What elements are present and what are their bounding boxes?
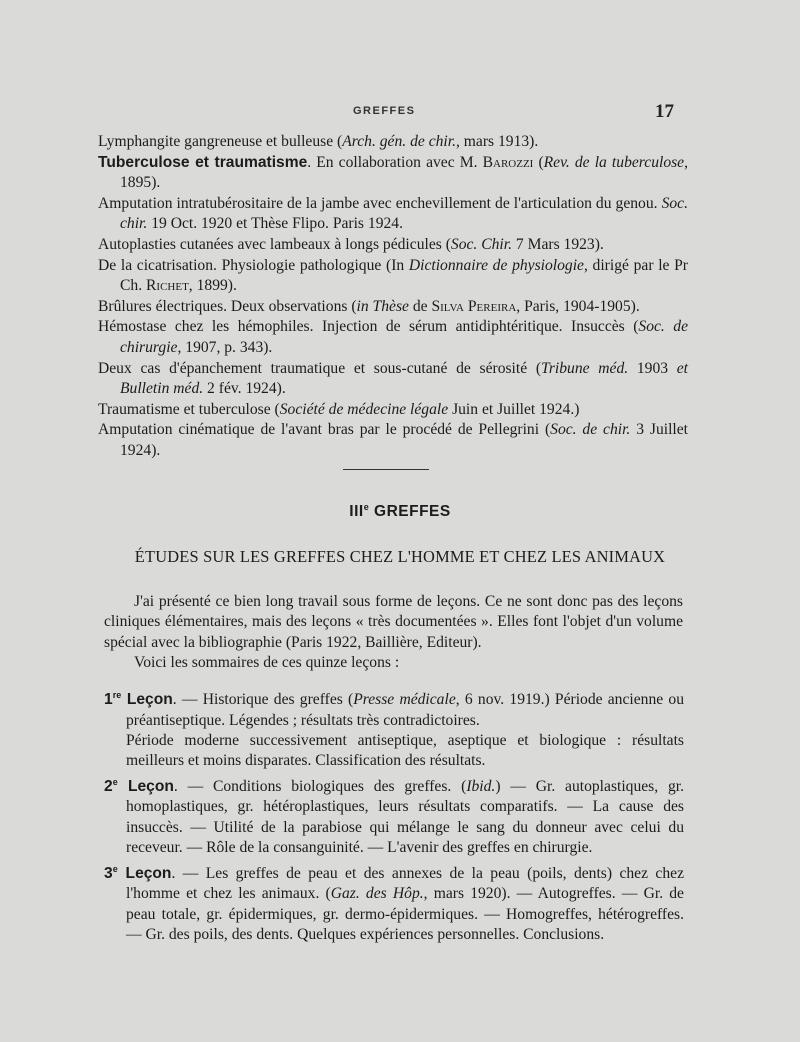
text-run: , mars 1920). — Autogreffes. — Gr. de peau totale, gr. épidermiques, gr. dermo-épidermiques. — Homogreffes, hétérogreffes. — Gr. des poils, des dents. Quelques expériences personnelles. Conclusions.: [126, 885, 684, 944]
italic-text: in Thèse: [356, 297, 409, 315]
publication-entry: [98, 297, 688, 318]
section-title: GREFFES: [374, 503, 451, 521]
text-run: , 1895).: [120, 153, 689, 192]
text-run: Lymphangite gangreneuse et bulleuse (: [98, 133, 343, 150]
intro-text: [104, 592, 683, 674]
lesson-number-suffix: re: [112, 690, 122, 700]
text-run: Autoplasties cutanées avec lambeaux à longs pédicules (: [98, 235, 451, 253]
text-run: . — Historique des greffes (: [172, 691, 354, 709]
publication-entry: [98, 235, 688, 256]
lesson-number-suffix: e: [112, 776, 118, 787]
lesson-number: 2: [104, 778, 113, 795]
page-header: [0, 101, 800, 123]
text-run: Amputation cinématique de l'avant bras par le procédé de Pellegrini (: [98, 421, 551, 439]
text-run: , 1899).: [188, 277, 237, 295]
text-run: Juin et Juillet 1924.): [448, 400, 580, 418]
section-heading: [0, 502, 800, 521]
text-run: , Paris, 1904-1905).: [516, 297, 640, 315]
lesson-continuation: Période moderne successivement antiseptique, aseptique et biologique : résultats meilleurs et moins disparates. Classification des résultats.: [126, 732, 684, 770]
italic-text: et Bulletin méd.: [120, 359, 689, 398]
lesson-label: [104, 691, 173, 708]
publication-entry: [98, 256, 688, 297]
text-run: Amputation intratubérositaire de la jambe avec enchevillement de l'articulation du genou.: [98, 194, 662, 212]
italic-text: Société de médecine légale: [279, 400, 449, 418]
page-number: 17: [655, 101, 674, 122]
text-run: , 6 nov. 1919.) Période ancienne ou préantiseptique. Légendes ; résultats très contradictoires.: [126, 691, 684, 729]
section-divider: [343, 469, 429, 470]
text-run: Traumatisme et tuberculose (: [98, 400, 280, 418]
text-run: . En collaboration avec M.: [307, 153, 483, 171]
publication-entry: [98, 400, 688, 421]
author-name: Silva Pereira: [431, 297, 517, 315]
publication-entry: [98, 420, 688, 461]
intro-paragraph: Voici les sommaires de ces quinze leçons :: [134, 654, 400, 672]
italic-text: Presse médicale: [353, 691, 456, 709]
publication-entry: [98, 132, 688, 153]
lesson-entry: [104, 772, 684, 859]
lesson-entry: [104, 685, 684, 772]
lesson-number-suffix: e: [112, 863, 118, 874]
italic-text: Soc. Chir.: [450, 235, 512, 253]
italic-text: Soc. de chirurgie: [120, 318, 689, 356]
text-run: De la cicatrisation. Physiologie pathologique (In: [98, 256, 409, 274]
lesson-word: Leçon: [117, 864, 172, 882]
publication-list: [98, 132, 688, 462]
publication-entry: [98, 194, 688, 235]
publication-entry: [98, 153, 688, 194]
text-run: , dirigé par le Pr Ch.: [120, 256, 688, 295]
text-run: (: [533, 153, 544, 171]
lesson-word: Leçon: [117, 778, 174, 795]
text-run: 7 Mars 1923).: [512, 235, 604, 253]
italic-text: Rev. de la tuberculose: [543, 153, 685, 171]
italic-text: Dictionnaire de physiologie: [408, 256, 584, 274]
author-name: Barozzi: [482, 153, 534, 171]
text-run: . — Les greffes de peau et des annexes de la peau (poils, dents) chez chez l'homme et chez les animaux. (: [126, 864, 684, 903]
text-run: ) — Gr. autoplastiques, gr. homoplastiques, gr. hétéroplastiques, leurs résultats comparatifs. — La cause des insuccès. — Utilité de la parabiose qui mélange le sang du donneur avec celui du receveur. — Rôle de la consanguinité. — L'avenir des greffes en chirurgie.: [126, 778, 684, 857]
text-run: 19 Oct. 1920 et Thèse Flipo. Paris 1924.: [147, 215, 403, 233]
text-run: 2 fév. 1924).: [203, 380, 286, 398]
italic-text: Arch. gén. de chir.: [342, 133, 456, 150]
text-run: . — Conditions biologiques des greffes. (: [173, 778, 467, 795]
text-run: Brûlures électriques. Deux observations (: [98, 297, 357, 315]
lesson-list: [104, 685, 684, 945]
lesson-entry: [104, 859, 684, 946]
section-number: III: [349, 503, 364, 521]
italic-text: Soc. chir.: [120, 194, 688, 233]
text-run: Hémostase chez les hémophiles. Injection de sérum antidiphtéritique. Insuccès (: [98, 318, 639, 336]
publication-entry: [98, 317, 688, 358]
running-title: GREFFES: [353, 105, 416, 117]
lesson-label: [104, 778, 174, 795]
text-run: 3 Juillet 1924).: [120, 421, 688, 459]
text-run: Tuberculose et traumatisme: [98, 153, 308, 171]
lesson-word: Leçon: [121, 691, 173, 709]
lesson-number: 1: [104, 691, 113, 709]
italic-text: Tribune méd.: [541, 359, 629, 377]
text-run: Deux cas d'épanchement traumatique et sous-cutané de sérosité (: [98, 359, 542, 377]
lesson-label: [104, 865, 171, 882]
italic-text: Gaz. des Hôp.: [330, 885, 424, 903]
text-run: 1903: [628, 359, 677, 377]
italic-text: Ibid.: [466, 778, 496, 795]
section-subtitle: ÉTUDES SUR LES GREFFES CHEZ L'HOMME ET CHEZ LES ANIMAUX: [134, 547, 666, 566]
section-number-suffix: e: [363, 502, 370, 512]
text-run: de: [408, 297, 432, 315]
text-run: , mars 1913).: [455, 133, 539, 150]
author-name: Richet: [146, 277, 189, 295]
text-run: , 1907, p. 343).: [177, 338, 273, 356]
italic-text: Soc. de chir.: [550, 421, 631, 439]
lesson-number: 3: [104, 864, 113, 882]
publication-entry: [98, 359, 688, 400]
intro-paragraph: J'ai présenté ce bien long travail sous forme de leçons. Ce ne sont donc pas des leçons cliniques élémentaires, mais des leçons « très documentées ». Elles font l'objet d'un volume spécial avec la bibliographie (Paris 1922, Baillière, Editeur).: [104, 593, 683, 651]
